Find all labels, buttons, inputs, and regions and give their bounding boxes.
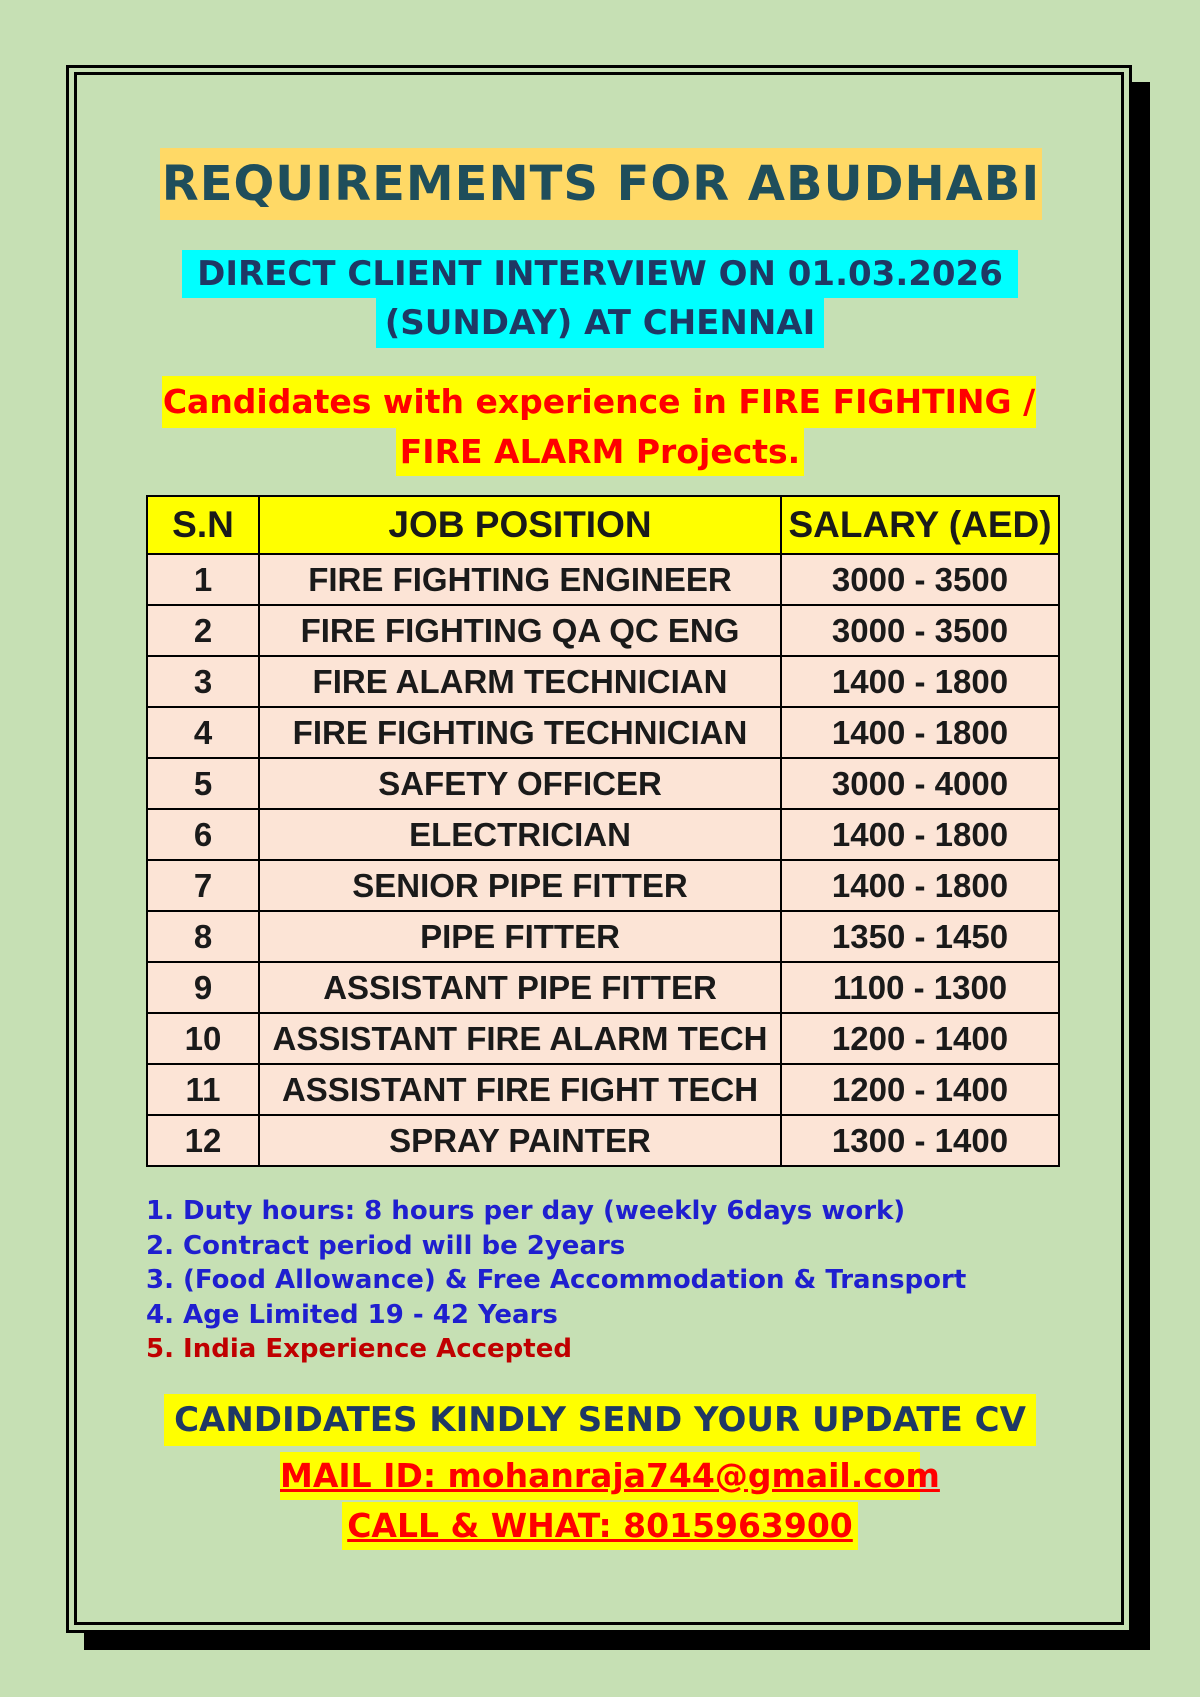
cell-position: SENIOR PIPE FITTER xyxy=(259,860,781,911)
cell-sn: 4 xyxy=(147,707,259,758)
table-row xyxy=(147,1115,1059,1166)
cell-salary: 1400 - 1800 xyxy=(781,809,1059,860)
table-row xyxy=(147,758,1059,809)
cell-sn: 2 xyxy=(147,605,259,656)
header-sn: S.N xyxy=(147,496,259,554)
table-header-row xyxy=(147,496,1059,554)
table-row xyxy=(147,1013,1059,1064)
cell-salary: 1400 - 1800 xyxy=(781,656,1059,707)
cell-position: ELECTRICIAN xyxy=(259,809,781,860)
cell-sn: 11 xyxy=(147,1064,259,1115)
candidates-line-2: FIRE ALARM Projects. xyxy=(396,428,804,476)
table-row xyxy=(147,962,1059,1013)
cell-salary: 1200 - 1400 xyxy=(781,1064,1059,1115)
page-title: REQUIREMENTS FOR ABUDHABI xyxy=(160,148,1042,220)
header-job-position: JOB POSITION xyxy=(259,496,781,554)
cell-position: FIRE FIGHTING TECHNICIAN xyxy=(259,707,781,758)
cell-position: FIRE FIGHTING QA QC ENG xyxy=(259,605,781,656)
cell-sn: 12 xyxy=(147,1115,259,1166)
cell-position: PIPE FITTER xyxy=(259,911,781,962)
cell-sn: 10 xyxy=(147,1013,259,1064)
cell-position: FIRE FIGHTING ENGINEER xyxy=(259,554,781,605)
cell-salary: 1300 - 1400 xyxy=(781,1115,1059,1166)
cell-salary: 1400 - 1800 xyxy=(781,860,1059,911)
interview-line-2: (SUNDAY) AT CHENNAI xyxy=(376,298,824,348)
table-row xyxy=(147,1064,1059,1115)
table-row xyxy=(147,707,1059,758)
candidates-line-1: Candidates with experience in FIRE FIGHTING / xyxy=(162,376,1036,428)
cell-position: ASSISTANT FIRE FIGHT TECH xyxy=(259,1064,781,1115)
cell-position: SPRAY PAINTER xyxy=(259,1115,781,1166)
cell-position: ASSISTANT PIPE FITTER xyxy=(259,962,781,1013)
cell-position: SAFETY OFFICER xyxy=(259,758,781,809)
cell-sn: 9 xyxy=(147,962,259,1013)
interview-line-1: DIRECT CLIENT INTERVIEW ON 01.03.2026 xyxy=(182,250,1018,298)
table-row xyxy=(147,911,1059,962)
cell-sn: 7 xyxy=(147,860,259,911)
table-row xyxy=(147,809,1059,860)
table-row xyxy=(147,860,1059,911)
note-item: 2. Contract period will be 2years xyxy=(146,1230,626,1261)
note-item: 5. India Experience Accepted xyxy=(146,1334,572,1364)
mail-id-link[interactable]: MAIL ID: mohanraja744@gmail.com xyxy=(280,1452,920,1500)
notes-list xyxy=(146,1194,1046,1367)
cell-sn: 3 xyxy=(147,656,259,707)
cell-sn: 6 xyxy=(147,809,259,860)
cell-position: ASSISTANT FIRE ALARM TECH xyxy=(259,1013,781,1064)
jobs-table xyxy=(146,495,1060,1167)
table-row xyxy=(147,605,1059,656)
cell-salary: 3000 - 3500 xyxy=(781,554,1059,605)
table-row xyxy=(147,554,1059,605)
call-whatsapp-link[interactable]: CALL & WHAT: 8015963900 xyxy=(342,1502,858,1550)
note-item: 4. Age Limited 19 - 42 Years xyxy=(146,1299,558,1330)
send-cv-text: CANDIDATES KINDLY SEND YOUR UPDATE CV xyxy=(164,1394,1036,1446)
cell-sn: 5 xyxy=(147,758,259,809)
note-item: 3. (Food Allowance) & Free Accommodation & Transport xyxy=(146,1265,967,1295)
cell-sn: 1 xyxy=(147,554,259,605)
cell-salary: 1100 - 1300 xyxy=(781,962,1059,1013)
cell-salary: 1200 - 1400 xyxy=(781,1013,1059,1064)
header-salary: SALARY (AED) xyxy=(781,496,1059,554)
note-item: 1. Duty hours: 8 hours per day (weekly 6days work) xyxy=(146,1196,906,1226)
cell-position: FIRE ALARM TECHNICIAN xyxy=(259,656,781,707)
cell-salary: 1400 - 1800 xyxy=(781,707,1059,758)
cell-sn: 8 xyxy=(147,911,259,962)
cell-salary: 1350 - 1450 xyxy=(781,911,1059,962)
cell-salary: 3000 - 4000 xyxy=(781,758,1059,809)
cell-salary: 3000 - 3500 xyxy=(781,605,1059,656)
table-row xyxy=(147,656,1059,707)
